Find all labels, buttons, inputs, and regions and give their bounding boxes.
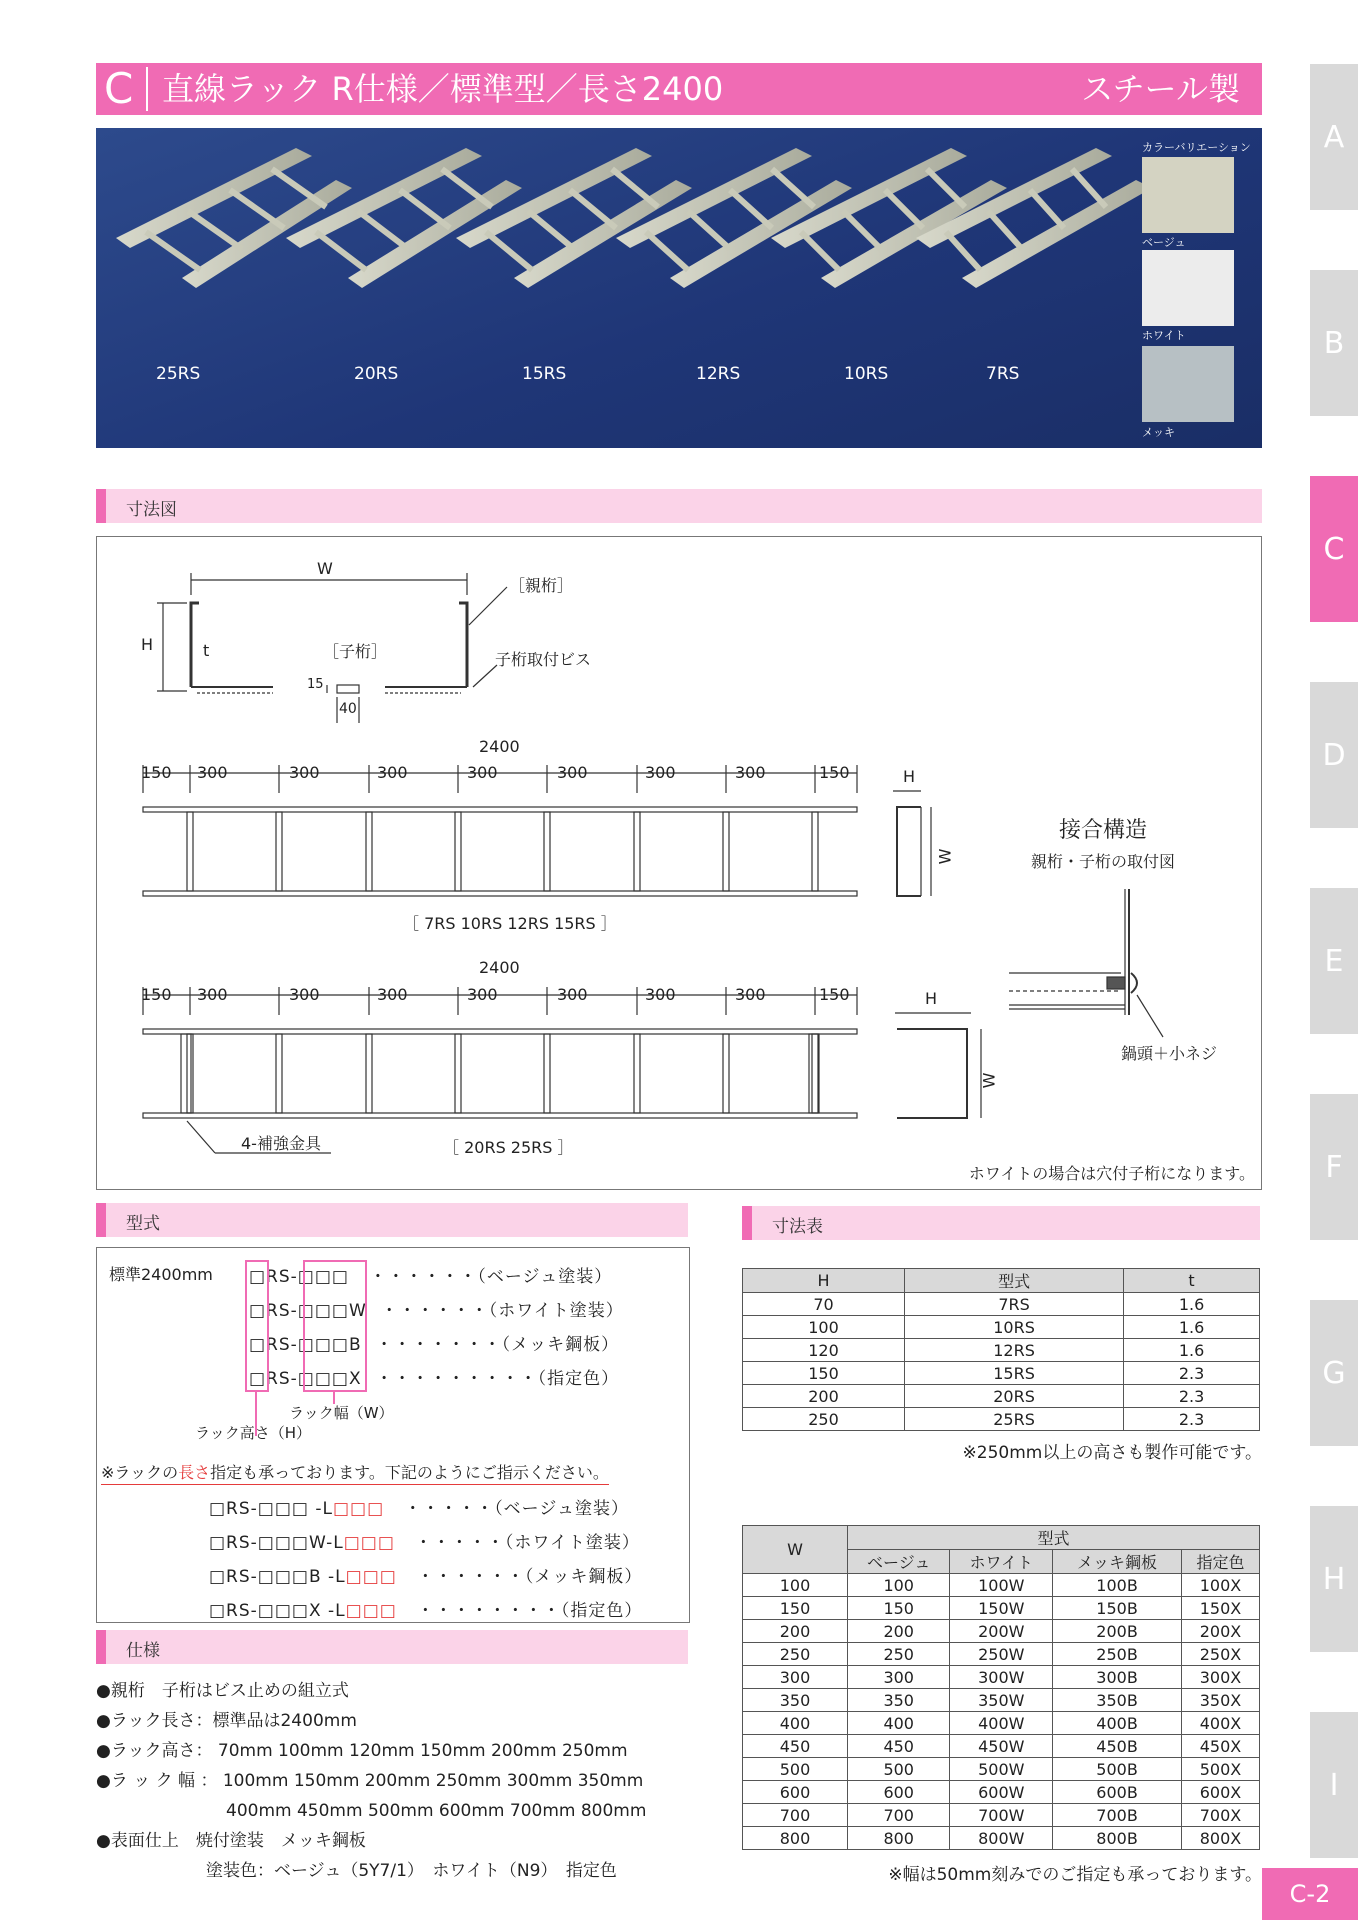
table-cell: 300W bbox=[950, 1666, 1053, 1689]
rack2-models-label: ［ 20RS 25RS ］ bbox=[443, 1138, 574, 1157]
table-cell: 350B bbox=[1053, 1689, 1182, 1712]
length-code-red: □□□ bbox=[345, 1601, 397, 1621]
table-cell: 1.6 bbox=[1124, 1339, 1260, 1362]
dim-40-label: 40 bbox=[339, 701, 357, 717]
table-row bbox=[743, 1597, 1260, 1620]
swatch-label-white: ホワイト bbox=[1142, 329, 1186, 342]
table-cell: 600 bbox=[743, 1781, 848, 1804]
table-cell: 200 bbox=[743, 1620, 848, 1643]
length-code-red: □□□ bbox=[333, 1499, 385, 1519]
length-row bbox=[209, 1562, 642, 1587]
section-title: 型式 bbox=[126, 1214, 160, 1234]
section-header-spec bbox=[96, 1630, 688, 1664]
length-note-pre: ※ラックの bbox=[101, 1463, 179, 1482]
length-note-red: 長さ bbox=[178, 1463, 211, 1482]
height-code-highlight bbox=[245, 1260, 269, 1392]
table-cell: 700X bbox=[1181, 1804, 1259, 1827]
rack2-spacing-5: 300 bbox=[557, 985, 588, 1004]
header-white: ホワイト bbox=[950, 1550, 1053, 1574]
rack-label-15rs: 15RS bbox=[522, 364, 567, 384]
length-code-red: □□□ bbox=[343, 1533, 395, 1553]
table-cell: 350W bbox=[950, 1689, 1053, 1712]
rack1-spacing-2: 300 bbox=[289, 763, 320, 782]
swatch-white bbox=[1142, 250, 1234, 326]
table-row bbox=[743, 1316, 1260, 1339]
table-cell: 450 bbox=[743, 1735, 848, 1758]
rack-drawing-7-15 bbox=[143, 765, 931, 896]
table-cell: 800B bbox=[1053, 1827, 1182, 1850]
dim-h-label: H bbox=[141, 635, 154, 654]
table-cell: 500B bbox=[1053, 1758, 1182, 1781]
rack2-spacing-3: 300 bbox=[377, 985, 408, 1004]
table-row bbox=[743, 1689, 1260, 1712]
rack1-spacing-3: 300 bbox=[377, 763, 408, 782]
kogeta-label: ［子桁］ bbox=[323, 642, 388, 661]
section-title: 仕様 bbox=[126, 1641, 160, 1661]
table-cell: 100 bbox=[848, 1574, 950, 1597]
page-title: 直線ラック R仕様／標準型／長さ2400 bbox=[162, 70, 724, 108]
rack1-spacing-6: 300 bbox=[645, 763, 676, 782]
rack-photo-1 bbox=[286, 148, 522, 288]
table-cell: 400B bbox=[1053, 1712, 1182, 1735]
section-header-dimension-drawing bbox=[96, 489, 1262, 523]
rack1-spacing-4: 300 bbox=[467, 763, 498, 782]
length-finish: （メッキ鋼板） bbox=[524, 1567, 643, 1587]
swatch-plated bbox=[1142, 346, 1234, 422]
length-finish: （ホワイト塗装） bbox=[504, 1533, 640, 1553]
table-cell: 500 bbox=[848, 1758, 950, 1781]
material-label: スチール製 bbox=[1081, 70, 1240, 108]
table-row bbox=[743, 1666, 1260, 1689]
table-cell: 250 bbox=[743, 1408, 905, 1431]
height-code-label: ラック高さ（H） bbox=[195, 1424, 311, 1442]
table-cell: 350 bbox=[848, 1689, 950, 1712]
length-code-red: □□□ bbox=[345, 1567, 397, 1587]
rack1-spacing-7: 300 bbox=[735, 763, 766, 782]
table-cell: 150 bbox=[848, 1597, 950, 1620]
table-cell: 1.6 bbox=[1124, 1293, 1260, 1316]
length-note-post: 指定も承っております。下記のようにご指示ください。 bbox=[210, 1463, 609, 1482]
dim-w-label: W bbox=[317, 559, 333, 578]
table-cell: 500X bbox=[1181, 1758, 1259, 1781]
table-row bbox=[743, 1643, 1260, 1666]
table-cell: 300B bbox=[1053, 1666, 1182, 1689]
rack-label-25rs: 25RS bbox=[156, 364, 201, 384]
table-cell: 400W bbox=[950, 1712, 1053, 1735]
swatch-beige bbox=[1142, 157, 1234, 233]
table-cell: 12RS bbox=[905, 1339, 1124, 1362]
length-finish: （ベージュ塗装） bbox=[494, 1499, 630, 1519]
table-cell: 200 bbox=[743, 1385, 905, 1408]
title-bar bbox=[96, 63, 1262, 115]
table-cell: 250 bbox=[743, 1643, 848, 1666]
table-row bbox=[743, 1574, 1260, 1597]
side1-h-label: H bbox=[903, 767, 916, 786]
table-cell: 300 bbox=[848, 1666, 950, 1689]
length-dots: ・・・・・・・・ bbox=[416, 1601, 561, 1621]
tab-h[interactable]: H bbox=[1310, 1506, 1358, 1652]
header-w: W bbox=[743, 1526, 848, 1574]
tab-g[interactable]: G bbox=[1310, 1300, 1358, 1446]
table-cell: 800W bbox=[950, 1827, 1053, 1850]
height-table-note: ※250mm以上の高さも製作可能です。 bbox=[962, 1443, 1262, 1463]
table-row bbox=[743, 1339, 1260, 1362]
model-code: □RS-□□□X bbox=[249, 1369, 362, 1389]
length-dots: ・・・・・・ bbox=[416, 1567, 525, 1587]
joint-screw-label: 鍋頭＋小ネジ bbox=[1121, 1044, 1218, 1063]
table-cell: 7RS bbox=[905, 1293, 1124, 1316]
table-row bbox=[743, 1804, 1260, 1827]
model-dots: ・・・・・・・ bbox=[375, 1335, 502, 1355]
table-cell: 300 bbox=[743, 1666, 848, 1689]
table-cell: 2.3 bbox=[1124, 1385, 1260, 1408]
table-row bbox=[743, 1408, 1260, 1431]
table-cell: 450X bbox=[1181, 1735, 1259, 1758]
rack1-spacing-1: 300 bbox=[197, 763, 228, 782]
header-h: H bbox=[743, 1269, 905, 1293]
spec-line: 塗装色：ベージュ（5Y7/1） ホワイト（N9） 指定色 bbox=[206, 1861, 617, 1881]
spec-line: ●ラック高さ： 70mm 100mm 120mm 150mm 200mm 250mm bbox=[96, 1741, 628, 1761]
table-cell: 100 bbox=[743, 1316, 905, 1339]
table-row bbox=[743, 1827, 1260, 1850]
table-cell: 700 bbox=[848, 1804, 950, 1827]
tab-i[interactable]: I bbox=[1310, 1712, 1358, 1858]
table-cell: 1.6 bbox=[1124, 1316, 1260, 1339]
length-dots: ・・・・・ bbox=[414, 1533, 505, 1553]
rack-drawing-20-25 bbox=[143, 987, 981, 1153]
table-cell: 150X bbox=[1181, 1597, 1259, 1620]
spec-line: ●ラ ッ ク 幅 ： 100mm 150mm 200mm 250mm 300mm 350mm bbox=[96, 1771, 644, 1791]
tab-a[interactable]: A bbox=[1310, 64, 1358, 210]
table-cell: 700B bbox=[1053, 1804, 1182, 1827]
model-code: □RS-□□□B bbox=[249, 1335, 362, 1355]
table-row bbox=[743, 1781, 1260, 1804]
rack2-total-length: 2400 bbox=[479, 958, 520, 977]
reinforce-label: 4-補強金具 bbox=[241, 1134, 321, 1153]
rack-photo-0 bbox=[116, 148, 352, 288]
length-finish: （指定色） bbox=[560, 1601, 643, 1621]
header-custom: 指定色 bbox=[1181, 1550, 1259, 1574]
joint-title: 接合構造 bbox=[1059, 818, 1148, 843]
section-header-dimension-table bbox=[742, 1206, 1260, 1240]
model-dots: ・・・・・・ bbox=[380, 1301, 489, 1321]
table-row bbox=[743, 1620, 1260, 1643]
length-row bbox=[209, 1528, 640, 1553]
table-cell: 200X bbox=[1181, 1620, 1259, 1643]
table-cell: 20RS bbox=[905, 1385, 1124, 1408]
standard-length: 標準2400mm bbox=[109, 1265, 213, 1284]
table-cell: 500 bbox=[743, 1758, 848, 1781]
table-cell: 350 bbox=[743, 1689, 848, 1712]
table-cell: 25RS bbox=[905, 1408, 1124, 1431]
width-code-highlight bbox=[303, 1260, 367, 1392]
side1-w-label: W bbox=[935, 848, 955, 865]
tab-b[interactable]: B bbox=[1310, 270, 1358, 416]
rack-label-20rs: 20RS bbox=[354, 364, 399, 384]
table-cell: 450 bbox=[848, 1735, 950, 1758]
table-cell: 2.3 bbox=[1124, 1408, 1260, 1431]
rack1-spacing-0: 150 bbox=[141, 763, 172, 782]
table-cell: 300X bbox=[1181, 1666, 1259, 1689]
model-finish: （指定色） bbox=[537, 1369, 620, 1389]
model-code: □RS-□□□W bbox=[249, 1301, 367, 1321]
table-cell: 700 bbox=[743, 1804, 848, 1827]
product-photo bbox=[96, 128, 1262, 448]
rack1-spacing-8: 150 bbox=[819, 763, 850, 782]
width-table-note: ※幅は50mm刻みでのご指定も承っております。 bbox=[888, 1865, 1262, 1885]
rack1-total-length: 2400 bbox=[479, 737, 520, 756]
spec-line: ●親桁 子桁はビス止めの組立式 bbox=[96, 1681, 349, 1701]
model-finish: （ベージュ塗装） bbox=[477, 1267, 613, 1287]
length-code: □RS-□□□W-L bbox=[209, 1533, 344, 1553]
section-title: 寸法図 bbox=[126, 500, 177, 520]
table-row bbox=[743, 1712, 1260, 1735]
table-cell: 600X bbox=[1181, 1781, 1259, 1804]
table-cell: 100W bbox=[950, 1574, 1053, 1597]
spec-line: ●ラック長さ：標準品は2400mm bbox=[96, 1711, 357, 1731]
model-finish: （ホワイト塗装） bbox=[488, 1301, 624, 1321]
spec-line: 400mm 450mm 500mm 600mm 700mm 800mm bbox=[226, 1801, 647, 1821]
rack2-spacing-6: 300 bbox=[645, 985, 676, 1004]
table-row bbox=[743, 1385, 1260, 1408]
color-variation-label: カラーバリエーション bbox=[1142, 141, 1251, 154]
table-cell: 250X bbox=[1181, 1643, 1259, 1666]
rack2-spacing-0: 150 bbox=[141, 985, 172, 1004]
rack-label-7rs: 7RS bbox=[986, 364, 1020, 384]
table-cell: 450W bbox=[950, 1735, 1053, 1758]
rack-illustration bbox=[96, 128, 1262, 448]
table-cell: 100X bbox=[1181, 1574, 1259, 1597]
table-cell: 15RS bbox=[905, 1362, 1124, 1385]
table-row bbox=[743, 1293, 1260, 1316]
table-cell: 400 bbox=[743, 1712, 848, 1735]
oyageta-label: ［親桁］ bbox=[509, 576, 574, 595]
table-cell: 10RS bbox=[905, 1316, 1124, 1339]
swatch-label-plated: メッキ bbox=[1142, 426, 1175, 439]
dim-t-label: t bbox=[203, 641, 210, 660]
white-note: ホワイトの場合は穴付子桁になります。 bbox=[968, 1164, 1255, 1183]
length-code: □RS-□□□X -L bbox=[209, 1601, 346, 1621]
header-model-group: 型式 bbox=[848, 1526, 1260, 1550]
dimension-drawing-box bbox=[96, 536, 1262, 1190]
side2-w-label: W bbox=[979, 1072, 999, 1089]
table-cell: 800 bbox=[848, 1827, 950, 1850]
tab-c[interactable]: C bbox=[1310, 476, 1358, 622]
joint-subtitle: 親桁・子桁の取付図 bbox=[1031, 852, 1176, 871]
height-table bbox=[742, 1268, 1260, 1431]
tab-e[interactable]: E bbox=[1310, 888, 1358, 1034]
table-cell: 2.3 bbox=[1124, 1362, 1260, 1385]
model-dots: ・・・・・・ bbox=[369, 1267, 478, 1287]
length-code: □RS-□□□B -L bbox=[209, 1567, 346, 1587]
width-table bbox=[742, 1525, 1260, 1850]
table-cell: 150 bbox=[743, 1597, 848, 1620]
table-cell: 120 bbox=[743, 1339, 905, 1362]
table-row bbox=[743, 1758, 1260, 1781]
swatch-label-beige: ベージュ bbox=[1142, 236, 1186, 249]
side2-h-label: H bbox=[925, 989, 938, 1008]
table-cell: 800 bbox=[743, 1827, 848, 1850]
rack1-models-label: ［ 7RS 10RS 12RS 15RS ］ bbox=[403, 914, 617, 933]
rack-label-10rs: 10RS bbox=[844, 364, 889, 384]
table-row bbox=[743, 1362, 1260, 1385]
table-cell: 150W bbox=[950, 1597, 1053, 1620]
model-code: □RS-□□□ bbox=[249, 1267, 356, 1287]
screw-label: 子桁取付ビス bbox=[495, 650, 592, 669]
rack-label-12rs: 12RS bbox=[696, 364, 741, 384]
table-cell: 500W bbox=[950, 1758, 1053, 1781]
table-row bbox=[743, 1735, 1260, 1758]
table-cell: 100B bbox=[1053, 1574, 1182, 1597]
section-letter: C bbox=[104, 64, 134, 113]
table-cell: 600B bbox=[1053, 1781, 1182, 1804]
table-cell: 100 bbox=[743, 1574, 848, 1597]
table-cell: 450B bbox=[1053, 1735, 1182, 1758]
table-cell: 700W bbox=[950, 1804, 1053, 1827]
spec-line: ●表面仕上 焼付塗装 メッキ鋼板 bbox=[96, 1831, 366, 1851]
width-code-label: ラック幅（W） bbox=[289, 1404, 394, 1422]
table-cell: 600W bbox=[950, 1781, 1053, 1804]
tab-f[interactable]: F bbox=[1310, 1094, 1358, 1240]
table-cell: 400 bbox=[848, 1712, 950, 1735]
length-row bbox=[209, 1596, 642, 1621]
header-t: t bbox=[1124, 1269, 1260, 1293]
title-divider bbox=[146, 67, 148, 111]
header-plated: メッキ鋼板 bbox=[1053, 1550, 1182, 1574]
rack2-spacing-8: 150 bbox=[819, 985, 850, 1004]
joint-detail bbox=[1009, 889, 1163, 1037]
table-cell: 70 bbox=[743, 1293, 905, 1316]
table-cell: 200 bbox=[848, 1620, 950, 1643]
table-cell: 200B bbox=[1053, 1620, 1182, 1643]
length-note bbox=[101, 1460, 609, 1485]
table-cell: 250W bbox=[950, 1643, 1053, 1666]
table-cell: 150B bbox=[1053, 1597, 1182, 1620]
length-dots: ・・・・・ bbox=[404, 1499, 495, 1519]
table-cell: 250 bbox=[848, 1643, 950, 1666]
rack2-spacing-1: 300 bbox=[197, 985, 228, 1004]
table-cell: 350X bbox=[1181, 1689, 1259, 1712]
length-row bbox=[209, 1494, 629, 1519]
section-title: 寸法表 bbox=[772, 1217, 823, 1237]
model-dots: ・・・・・・・・・ bbox=[375, 1369, 538, 1389]
table-cell: 600 bbox=[848, 1781, 950, 1804]
dim-15-label: 15 bbox=[307, 677, 324, 692]
page-number: C-2 bbox=[1262, 1868, 1358, 1920]
table-cell: 250B bbox=[1053, 1643, 1182, 1666]
model-finish: （メッキ鋼板） bbox=[501, 1335, 620, 1355]
rack2-spacing-2: 300 bbox=[289, 985, 320, 1004]
header-model: 型式 bbox=[905, 1269, 1124, 1293]
rack2-spacing-4: 300 bbox=[467, 985, 498, 1004]
tab-d[interactable]: D bbox=[1310, 682, 1358, 828]
table-cell: 800X bbox=[1181, 1827, 1259, 1850]
table-cell: 150 bbox=[743, 1362, 905, 1385]
table-cell: 400X bbox=[1181, 1712, 1259, 1735]
model-box bbox=[96, 1247, 690, 1623]
rack1-spacing-5: 300 bbox=[557, 763, 588, 782]
header-beige: ベージュ bbox=[848, 1550, 950, 1574]
rack2-spacing-7: 300 bbox=[735, 985, 766, 1004]
section-header-model bbox=[96, 1203, 688, 1237]
length-code: □RS-□□□ -L bbox=[209, 1499, 333, 1519]
table-cell: 200W bbox=[950, 1620, 1053, 1643]
